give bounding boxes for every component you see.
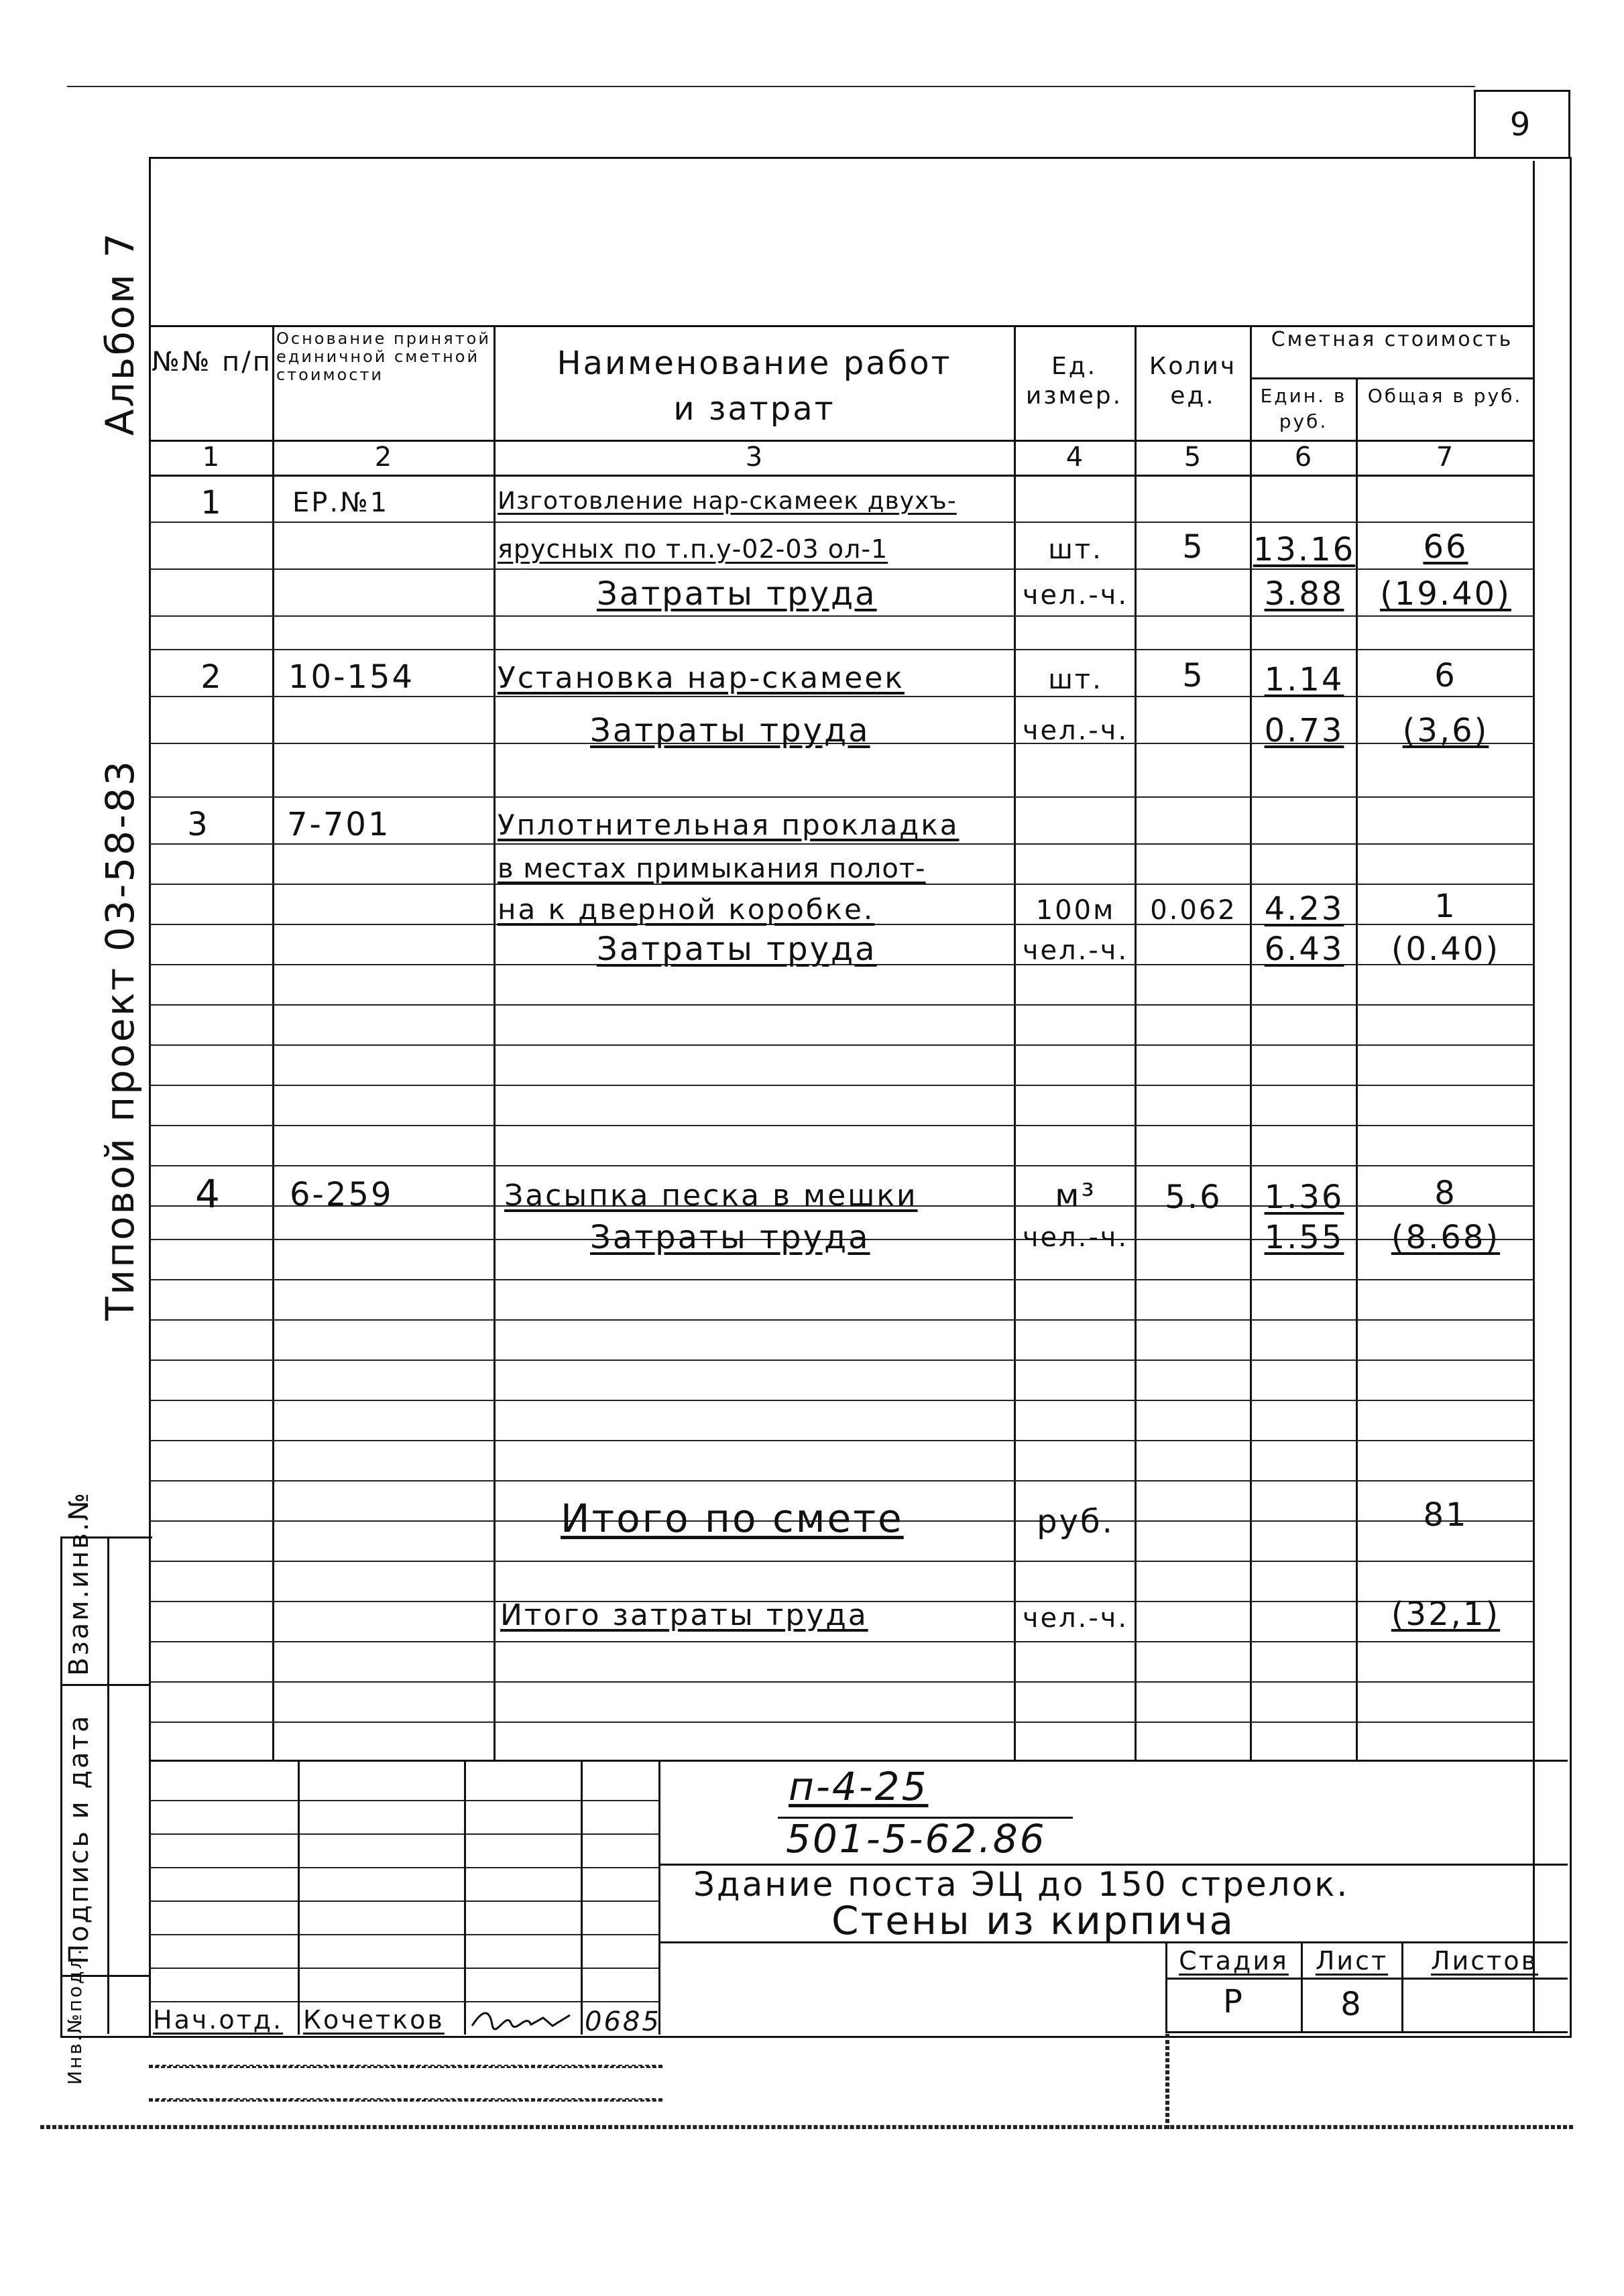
row-unit-cost: 1.55 bbox=[1264, 1219, 1344, 1256]
row-name: в местах примыкания полот- bbox=[498, 853, 926, 884]
stage-value: Р bbox=[1223, 1983, 1244, 2020]
signature-1 bbox=[469, 2006, 577, 2033]
sheet-value: 8 bbox=[1340, 1986, 1363, 2023]
row-unit: чел.-ч. bbox=[1022, 935, 1129, 966]
header-basis: Основание принятой единичной сметной стоимости bbox=[276, 329, 491, 384]
page-number: 9 bbox=[1509, 106, 1531, 143]
row-num: 1 bbox=[200, 484, 223, 522]
header-total-cost: Общая в руб. bbox=[1367, 385, 1523, 407]
row-unit: чел.-ч. bbox=[1022, 580, 1129, 611]
row-num: 4 bbox=[195, 1171, 222, 1217]
header-unit-cost: Един. в руб. bbox=[1260, 385, 1347, 432]
row-total: 6 bbox=[1434, 657, 1457, 694]
stamp-vzam-label: Взам.инв.№ bbox=[64, 1490, 95, 1676]
row-total: 1 bbox=[1434, 888, 1457, 925]
signer-name-1: Кочетков bbox=[303, 2005, 445, 2035]
col-number-5: 5 bbox=[1183, 442, 1204, 473]
stamp-inv-label: Инв.№подл. bbox=[64, 1947, 86, 2085]
col-number-1: 1 bbox=[202, 442, 222, 473]
row-unit: м³ bbox=[1055, 1177, 1096, 1215]
row-unit-cost: 1.14 bbox=[1264, 661, 1344, 699]
row-total: (3,6) bbox=[1402, 712, 1489, 749]
col-number-4: 4 bbox=[1065, 442, 1086, 473]
doc-code-bottom: 501-5-62.86 bbox=[786, 1816, 1047, 1862]
row-qty: 0.062 bbox=[1150, 895, 1237, 926]
row-unit-cost: 13.16 bbox=[1253, 531, 1356, 568]
header-num: №№ п/п bbox=[152, 347, 272, 377]
row-name: Затраты труда bbox=[597, 575, 877, 613]
row-unit: шт. bbox=[1048, 534, 1103, 565]
row-basis: 6-259 bbox=[290, 1176, 394, 1213]
total-estimate-unit: руб. bbox=[1037, 1503, 1114, 1540]
doc-code-top: п-4-25 bbox=[789, 1764, 929, 1809]
row-unit-cost: 4.23 bbox=[1264, 890, 1344, 928]
row-name: Затраты труда bbox=[590, 712, 870, 749]
row-name: ярусных по т.п.у-02-03 ол-1 bbox=[498, 534, 888, 564]
album-label: Альбом 7 bbox=[97, 231, 143, 436]
row-basis: 10-154 bbox=[288, 658, 415, 696]
total-labor-label: Итого затраты труда bbox=[500, 1598, 868, 1632]
sheets-label: Листов bbox=[1431, 1946, 1538, 1976]
header-qty: Колич ед. bbox=[1149, 353, 1237, 410]
header-unit: Ед. измер. bbox=[1025, 353, 1123, 410]
row-name: Изготовление нар-скамеек двухъ- bbox=[498, 487, 957, 515]
row-name: Засыпка песка в мешки bbox=[504, 1179, 918, 1213]
col-number-2: 2 bbox=[374, 442, 394, 473]
row-unit-cost: 6.43 bbox=[1264, 930, 1344, 968]
doc-title-line2: Стены из кирпича bbox=[831, 1898, 1236, 1943]
doc-title-line1: Здание поста ЭЦ до 150 стрелок. bbox=[693, 1865, 1350, 1904]
total-estimate-value: 81 bbox=[1423, 1496, 1468, 1534]
row-qty: 5 bbox=[1182, 657, 1205, 694]
row-unit: шт. bbox=[1048, 664, 1103, 695]
row-unit: чел.-ч. bbox=[1022, 1222, 1129, 1253]
row-name: Затраты труда bbox=[590, 1219, 870, 1256]
project-label: Типовой проект 03-58-83 bbox=[97, 759, 143, 1321]
row-name: на к дверной коробке. bbox=[498, 893, 875, 926]
total-estimate-label: Итого по смете bbox=[561, 1496, 904, 1541]
row-unit: чел.-ч. bbox=[1022, 715, 1129, 746]
row-basis: ЕР.№1 bbox=[292, 487, 390, 518]
row-total: 66 bbox=[1423, 528, 1468, 566]
row-total: (8.68) bbox=[1391, 1219, 1501, 1256]
total-labor-unit: чел.-ч. bbox=[1022, 1603, 1129, 1634]
row-unit-cost: 1.36 bbox=[1264, 1179, 1344, 1216]
row-qty: 5 bbox=[1182, 528, 1205, 566]
header-cost-group: Сметная стоимость bbox=[1271, 328, 1513, 351]
row-total: (0.40) bbox=[1391, 930, 1501, 968]
row-name: Затраты труда bbox=[597, 930, 877, 968]
stamp-podpis-label: Подпись и дата bbox=[64, 1713, 95, 1964]
row-total: (19.40) bbox=[1380, 575, 1511, 613]
sign-date-1: 0685 bbox=[585, 2006, 661, 2037]
sheet-frame bbox=[149, 157, 1572, 2038]
total-labor-value: (32,1) bbox=[1391, 1595, 1501, 1633]
row-name: Уплотнительная прокладка bbox=[498, 808, 960, 841]
col-number-7: 7 bbox=[1436, 442, 1456, 473]
col-number-3: 3 bbox=[745, 442, 765, 473]
row-unit-cost: 3.88 bbox=[1264, 575, 1344, 613]
row-unit-cost: 0.73 bbox=[1264, 712, 1344, 749]
header-name-line1: Наименование работ bbox=[557, 345, 952, 382]
row-num: 2 bbox=[200, 658, 223, 696]
signer-role-1: Нач.отд. bbox=[153, 2005, 284, 2035]
row-name: Установка нар-скамеек bbox=[498, 661, 905, 695]
row-num: 3 bbox=[187, 806, 210, 843]
sheet-label: Лист bbox=[1315, 1946, 1389, 1976]
row-qty: 5.6 bbox=[1165, 1179, 1222, 1216]
col-number-6: 6 bbox=[1294, 442, 1314, 473]
stage-label: Стадия bbox=[1179, 1946, 1289, 1976]
row-total: 8 bbox=[1434, 1174, 1457, 1212]
header-name-line2: и затрат bbox=[673, 390, 835, 428]
row-basis: 7-701 bbox=[287, 806, 391, 843]
row-unit: 100м bbox=[1035, 895, 1116, 926]
